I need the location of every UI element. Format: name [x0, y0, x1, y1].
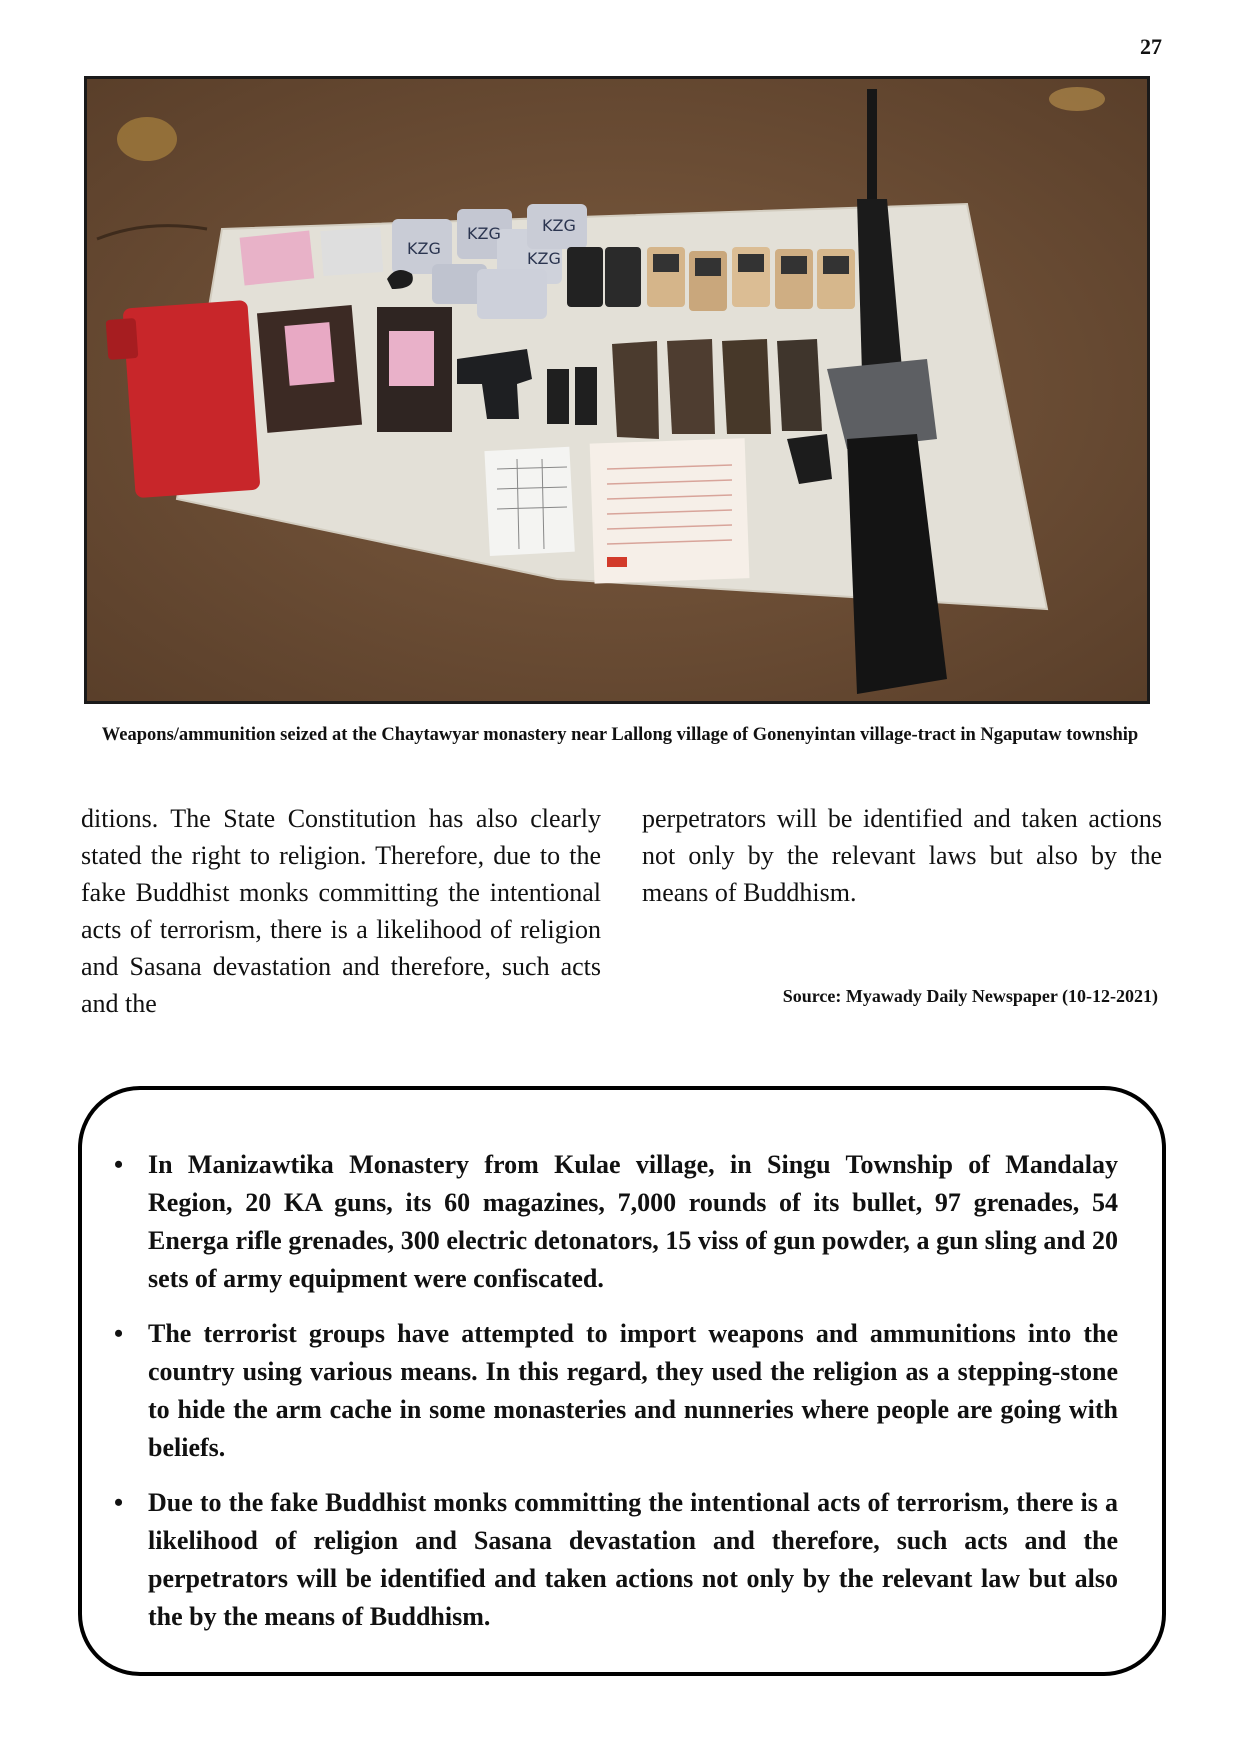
article-left-column: ditions. The State Constitution has also clearly stated the right to religion. Therefore, due to the fake Buddhist monks committing the intentional acts of terrorism, there is a likelihood of religion and Sasana devastation and therefore, such acts and the — [81, 804, 601, 1018]
bullet-icon: • — [114, 1150, 124, 1179]
kzg-label: KZG — [527, 249, 561, 268]
bullet-icon: • — [114, 1488, 124, 1517]
kzg-label: KZG — [407, 239, 441, 258]
article-right-column: perpetrators will be identified and taken actions not only by the relevant laws but also by the means of Buddhism. — [642, 804, 1162, 907]
mobile-phones — [567, 247, 855, 311]
red-case — [123, 300, 261, 498]
kzg-label: KZG — [542, 216, 576, 235]
paper-sheet — [484, 447, 574, 556]
list-item — [114, 1146, 1118, 1298]
figure-caption: Weapons/ammunition seized at the Chaytawyar monastery near Lallong village of Gonenyintan village-tract in Ngaputaw township — [101, 725, 1139, 745]
bullet-text: Due to the fake Buddhist monks committing the intentional acts of terrorism, there is a likelihood of religion and Sasana devastation and therefore, such acts and the perpetrators will be identified and taken actions not only by the relevant law but also the by the means of Buddhism. — [148, 1488, 1118, 1631]
summary-list — [114, 1146, 1118, 1653]
kzg-label: KZG — [467, 224, 501, 243]
list-item — [114, 1484, 1118, 1636]
list-item — [114, 1315, 1118, 1467]
seized-weapons-photo — [84, 76, 1150, 704]
id-card — [240, 230, 315, 285]
leaf-1 — [117, 117, 177, 161]
bullet-icon: • — [114, 1319, 124, 1348]
leaf-2 — [1049, 87, 1105, 111]
page-number: 27 — [1140, 34, 1162, 59]
source-citation: Source: Myawady Daily Newspaper (10-12-2021) — [782, 986, 1158, 1006]
bullet-text: The terrorist groups have attempted to import weapons and ammunitions into the country using various means. In this regard, they used the religion as a stepping-stone to hide the arm cache in some monasteries and nunneries where people are going with beliefs. — [148, 1319, 1118, 1462]
summary-box — [78, 1086, 1166, 1676]
magazine — [547, 369, 569, 424]
bullet-text: In Manizawtika Monastery from Kulae village, in Singu Township of Mandalay Region, 20 KA guns, its 60 magazines, 7,000 rounds of its bullet, 97 grenades, 54 Energa rifle grenades, 300 electric detonators, 15 viss of gun powder, a gun sling and 20 sets of army equipment were confiscated. — [148, 1150, 1118, 1293]
magazine — [575, 367, 597, 425]
